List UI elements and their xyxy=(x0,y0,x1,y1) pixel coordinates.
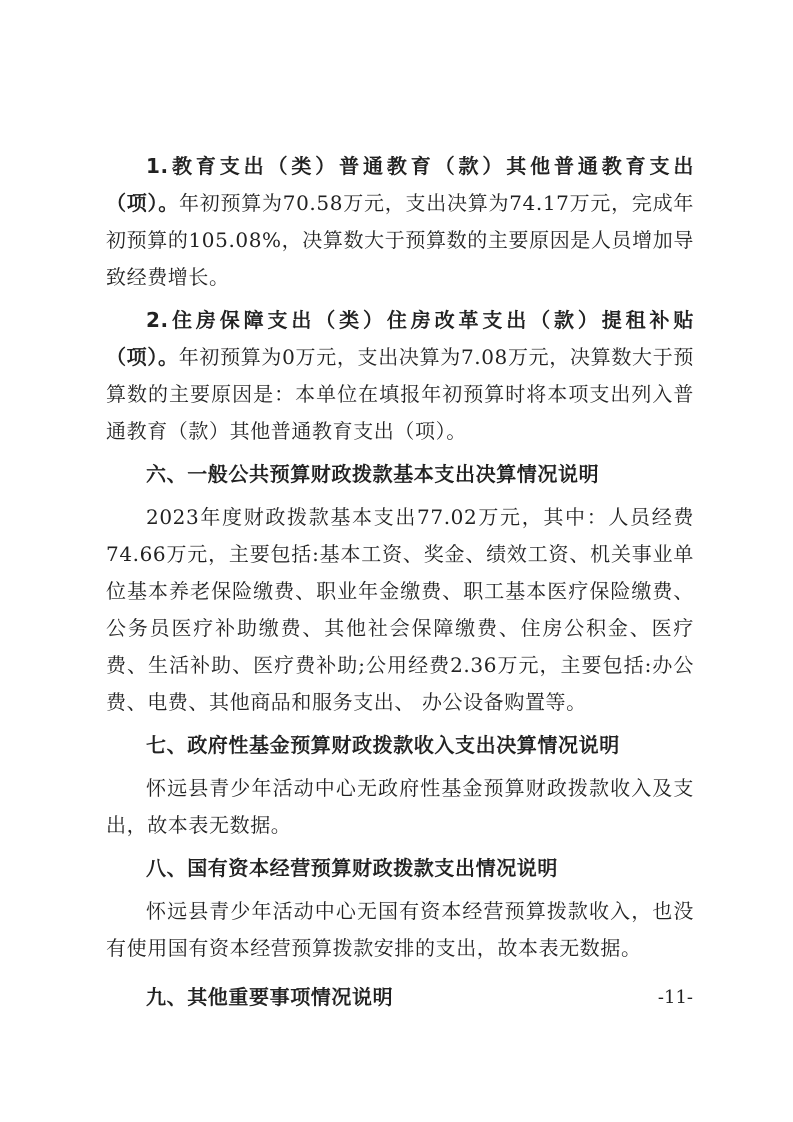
paragraph-section-7: 怀远县青少年活动中心无政府性基金预算财政拨款收入及支出，故本表无数据。 xyxy=(106,776,694,837)
section-heading-7: 七、政府性基金预算财政拨款收入支出决算情况说明 xyxy=(146,733,620,757)
paragraph-section-6: 2023年度财政拨款基本支出77.02万元，其中：人员经费74.66万元，主要包括:基本工资、奖金、绩效工资、机关事业单位基本养老保险缴费、职业年金缴费、职工基本医疗保险缴费、公务员医疗补助缴费、其他社会保障缴费、住房公积金、医疗费、生活补助、医疗费补助;公用经费2.36万元，主要包括:办公费、电费、其他商品和服务支出、 办公设备购置等。 xyxy=(106,505,694,714)
section-heading-6: 六、一般公共预算财政拨款基本支出决算情况说明 xyxy=(146,462,600,486)
paragraph-housing-expense xyxy=(106,302,694,450)
item-text-housing: 年初预算为0万元，支出决算为7.08万元，决算数大于预算数的主要原因是：本单位在填报年初预算时将本项支出列入普通教育（款）其他普通教育支出（项）。 xyxy=(106,345,694,443)
section-heading-8: 八、国有资本经营预算财政拨款支出情况说明 xyxy=(146,856,558,880)
item-title-housing: 2.住房保障支出（类）住房改革支出（款）提租补贴（项）。 xyxy=(106,308,694,369)
paragraph-section-8: 怀远县青少年活动中心无国有资本经营预算拨款收入，也没有使用国有资本经营预算拨款安排的支出，故本表无数据。 xyxy=(106,899,694,960)
item-text-education: 年初预算为70.58万元，支出决算为74.17万元，完成年初预算的105.08%，决算数大于预算数的主要原因是人员增加导致经费增长。 xyxy=(106,191,694,289)
document-body xyxy=(106,148,694,1022)
page-number: -11- xyxy=(657,987,693,1008)
paragraph-education-expense xyxy=(106,148,694,296)
section-heading-9: 九、其他重要事项情况说明 xyxy=(146,985,394,1009)
item-title-education: 1.教育支出（类）普通教育（款）其他普通教育支出（项）。 xyxy=(106,154,694,215)
